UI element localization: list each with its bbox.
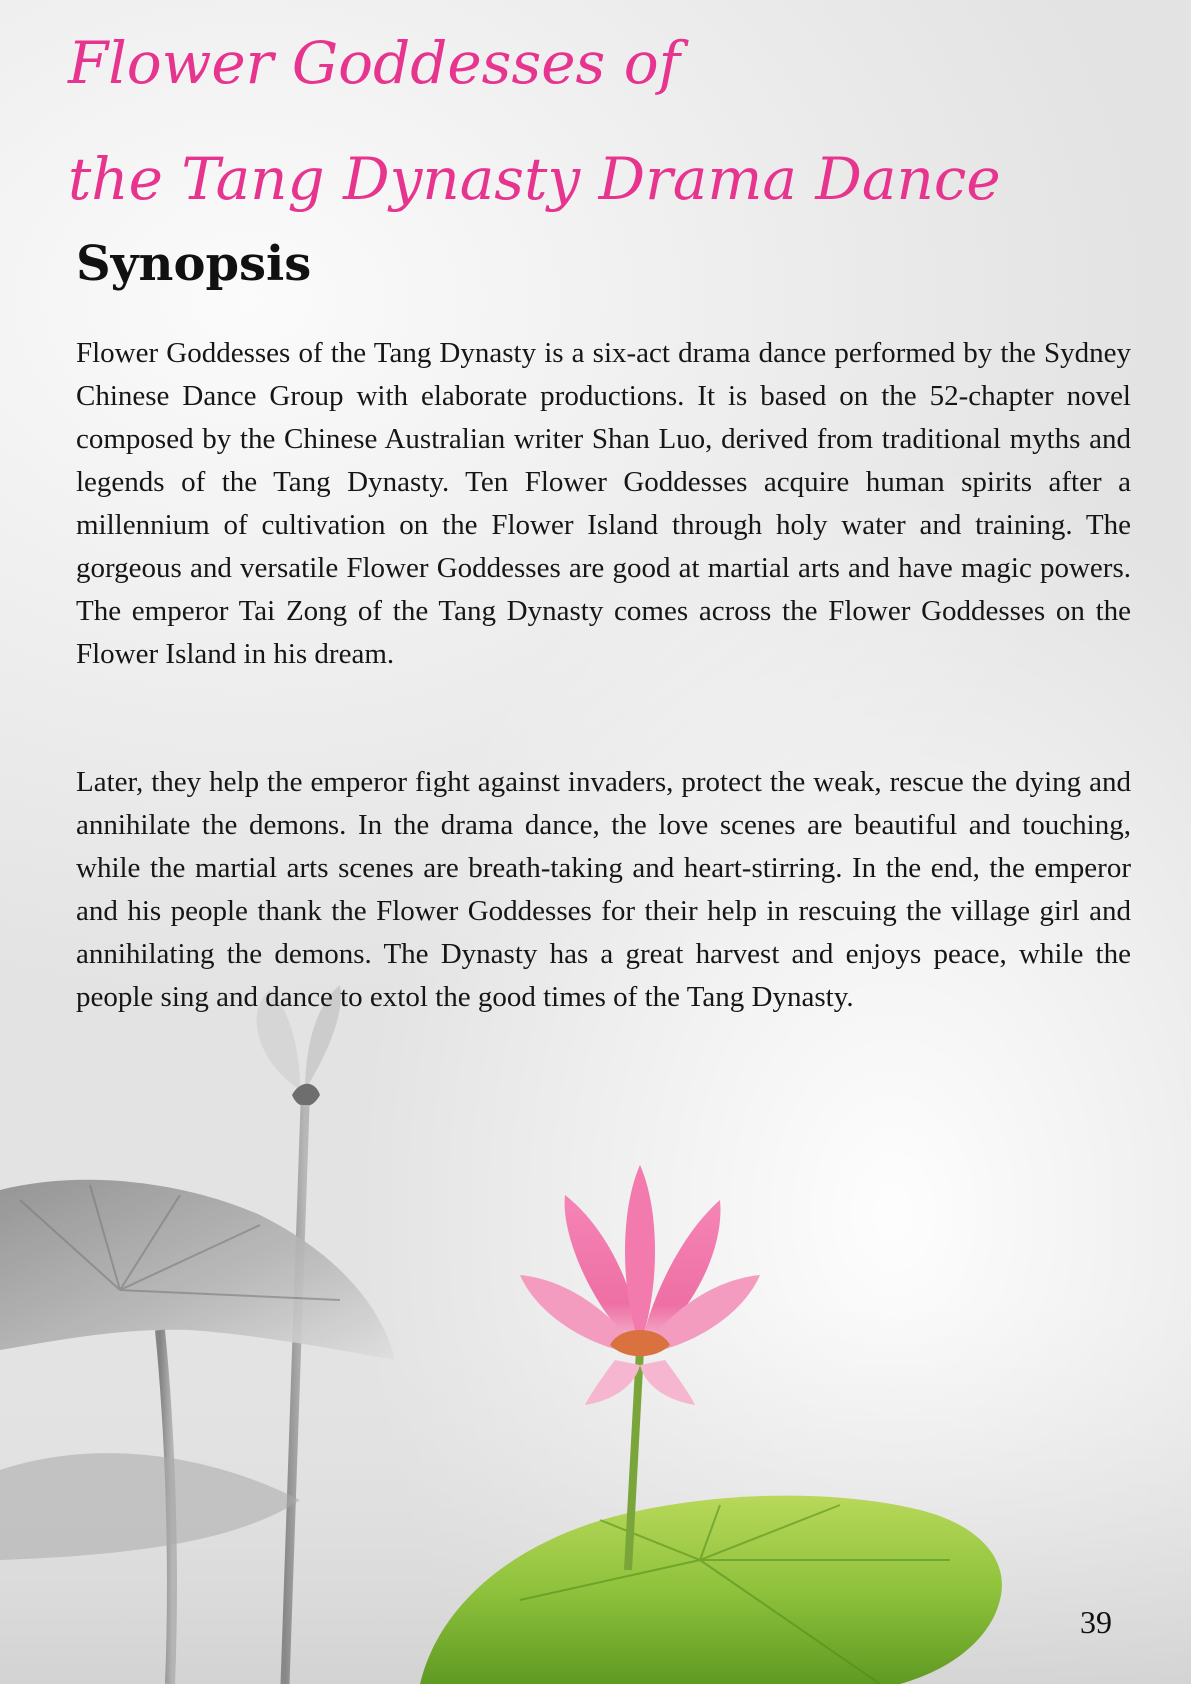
document-title-line-1: Flower Goddesses of	[68, 29, 681, 97]
paragraph-1: Flower Goddesses of the Tang Dynasty is a six-act drama dance performed by the Sydney Chinese Dance Group with elaborate productions. It is based on the 52-chapter novel composed by the Chinese Australian writer Shan Luo, derived from traditional myths and legends of the Tang Dynasty. Ten Flower Goddesses acquire human spirits after a millennium of cultivation on the Flower Island through holy water and training. The gorgeous and versatile Flower Goddesses are good at martial arts and have magic powers. The emperor Tai Zong of the Tang Dynasty comes across the Flower Goddesses on the Flower Island in his dream.	[76, 337, 1131, 670]
grey-lotus-leaf-lower	[0, 1453, 300, 1560]
section-heading: Synopsis	[76, 236, 312, 292]
grey-lotus-leaf	[0, 1180, 395, 1684]
document-title-line-2: the Tang Dynasty Drama Dance	[68, 145, 1001, 213]
green-lotus-leaf	[420, 1496, 1002, 1684]
paragraph-2: Later, they help the emperor fight against invaders, protect the weak, rescue the dying and annihilate the demons. In the drama dance, the love scenes are beautiful and touching, while the martial arts scenes are breath-taking and heart-stirring. In the end, the emperor and his people thank the Flower Goddesses for their help in rescuing the village girl and annihilating the demons. The Dynasty has a great harvest and enjoys peace, while the people sing and dance to extol the good times of the Tang Dynasty.	[76, 766, 1131, 1013]
page-number: 39	[1080, 1604, 1112, 1640]
